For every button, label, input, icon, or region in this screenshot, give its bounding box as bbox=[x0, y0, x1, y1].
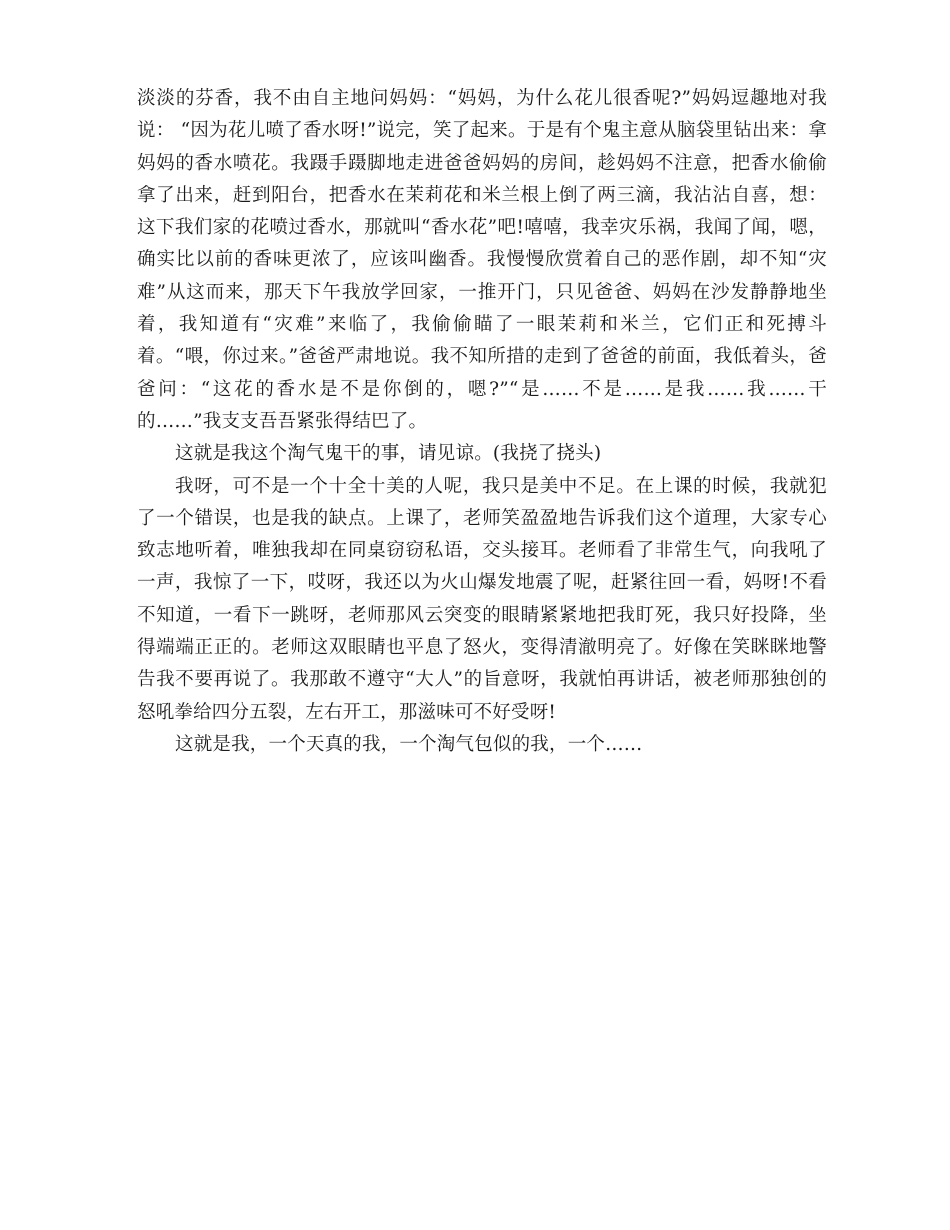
paragraph-1: 淡淡的芬香，我不由自主地问妈妈：“妈妈，为什么花儿很香呢?”妈妈逗趣地对我说： “因为花儿喷了香水呀!”说完，笑了起来。于是有个鬼主意从脑袋里钻出来：拿妈妈的香水喷花。我蹑手蹑脚地走进爸爸妈妈的房间，趁妈妈不注意，把香水偷偷拿了出来，赶到阳台，把香水在茉莉花和米兰根上倒了两三滴，我沾沾自喜，想：这下我们家的花喷过香水，那就叫“香水花”吧!嘻嘻，我幸灾乐祸，我闻了闻，嗯，确实比以前的香味更浓了，应该叫幽香。我慢慢欣赏着自己的恶作剧，却不知“灾难”从这而来，那天下午我放学回家，一推开门，只见爸爸、妈妈在沙发静静地坐着，我知道有“灾难”来临了，我偷偷瞄了一眼茉莉和米兰，它们正和死搏斗着。“喂，你过来。”爸爸严肃地说。我不知所措的走到了爸爸的前面，我低着头，爸爸问：“这花的香水是不是你倒的，嗯?”“是……不是……是我……我……干的……”我支支吾吾紧张得结巴了。 bbox=[137, 88, 827, 432]
document-body bbox=[137, 83, 827, 761]
paragraph-3: 我呀，可不是一个十全十美的人呢，我只是美中不足。在上课的时候，我就犯了一个错误，也是我的缺点。上课了，老师笑盈盈地告诉我们这个道理，大家专心致志地听着，唯独我却在同桌窃窃私语，交头接耳。老师看了非常生气，向我吼了一声，我惊了一下，哎呀，我还以为火山爆发地震了呢，赶紧往回一看，妈呀!不看不知道，一看下一跳呀，老师那风云突变的眼睛紧紧地把我盯死，我只好投降，坐得端端正正的。老师这双眼睛也平息了怒火，变得清澈明亮了。好像在笑眯眯地警告我不要再说了。我那敢不遵守“大人”的旨意呀，我就怕再讲话，被老师那独创的怒吼拳给四分五裂，左右开工，那滋味可不好受呀! bbox=[137, 475, 827, 723]
paragraph-2: 这就是我这个淘气鬼干的事，请见谅。(我挠了挠头) bbox=[175, 443, 602, 465]
paragraph-4: 这就是我，一个天真的我，一个淘气包似的我，一个…… bbox=[175, 733, 643, 755]
